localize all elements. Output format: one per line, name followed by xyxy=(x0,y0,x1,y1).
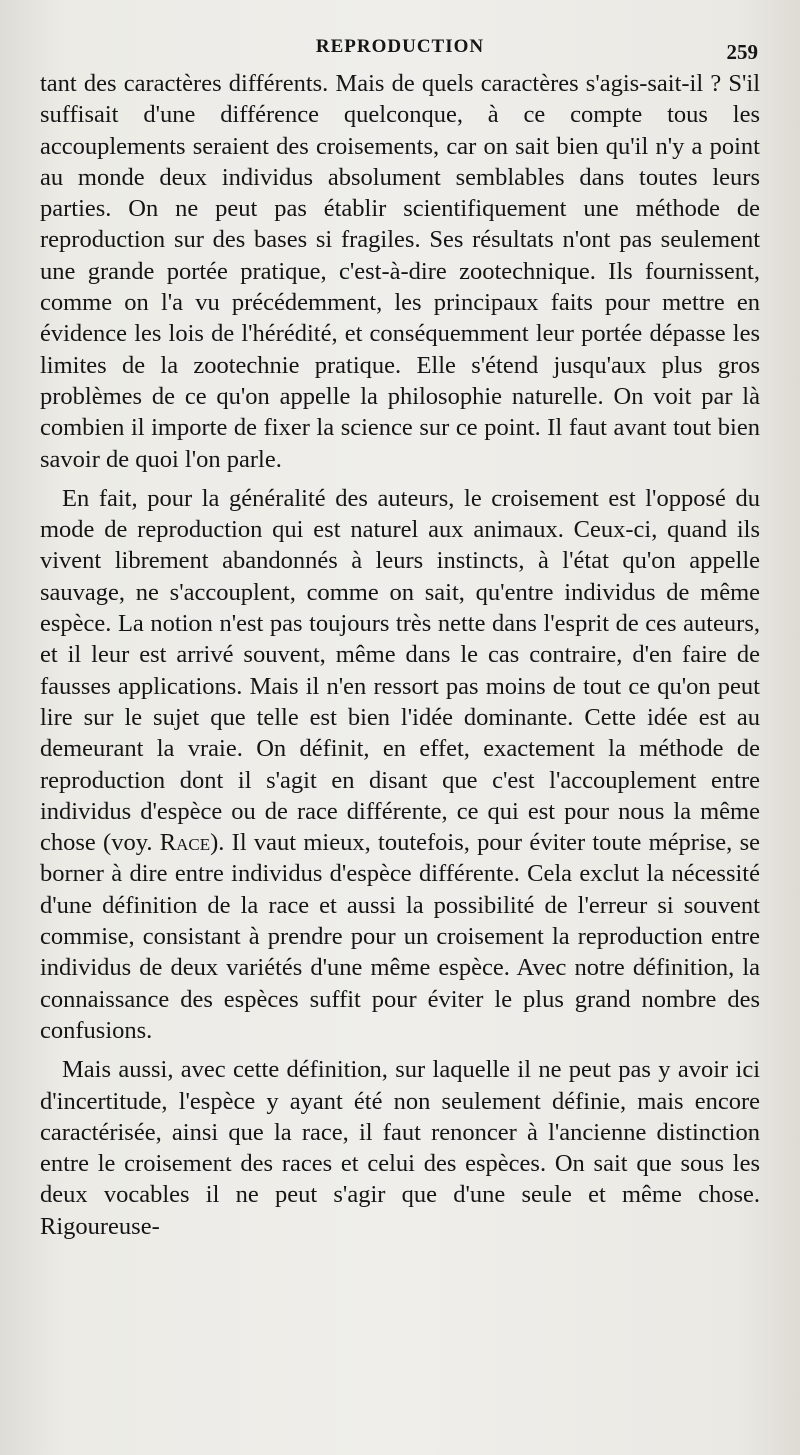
paragraph-3: Mais aussi, avec cette définition, sur laquelle il ne peut pas y avoir ici d'incertitude, l'espèce y ayant été non seulement définie, mais encore caractérisée, ainsi que la race, il faut renoncer à l'ancienne distinction entre le croisement des races et celui des espèces. On sait que sous les deux vocables il ne peut s'agir que d'une seule et même chose. Rigoureuse- xyxy=(40,1056,760,1240)
body-text xyxy=(40,68,760,1242)
page-number: 259 xyxy=(726,40,758,64)
race-cross-reference: Race xyxy=(159,829,211,857)
running-head xyxy=(40,32,760,68)
paragraph-2-text-a: En fait, pour la généralité des auteurs, le croisement est l'opposé du mode de reproduction qui est naturel aux animaux. Ceux-ci, quand ils vivent librement abandonnés à leurs instincts, à l'état qu'on appelle sauvage, ne s'accouplent, comme on sait, qu'entre individus de même espèce. La notion n'est pas toujours très nette dans l'esprit de ces auteurs, et il leur est arrivé souvent, même dans le cas contraire, d'en faire de fausses applications. Mais il n'en ressort pas moins de tout ce qu'on peut lire sur le sujet que telle est bien l'idée dominante. Cette idée est au demeurant la vraie. On définit, en effet, exactement la méthode de reproduction dont il s'agit en disant que c'est l'accouplement entre individus d'espèce ou de race différente, ce qui est pour nous la même chose (voy. xyxy=(40,484,760,857)
paragraph-2 xyxy=(40,483,760,1046)
paragraph-1: tant des caractères différents. Mais de quels caractères s'agis-sait-il ? S'il suffisait d'une différence quelconque, à ce compte tous les accouplements seraient des croisements, car on sait bien qu'il n'y a point au monde deux individus absolument semblables dans toutes leurs parties. On ne peut pas établir scientifiquement une méthode de reproduction sur des bases si fragiles. Ses résultats n'ont pas seulement une grande portée pratique, c'est-à-dire zootechnique. Ils fournissent, comme on l'a vu précédemment, les principaux faits pour mettre en évidence les lois de l'hérédité, et conséquemment leur portée dépasse les limites de la zootechnie pratique. Elle s'étend jusqu'aux plus gros problèmes de ce qu'on appelle la philosophie naturelle. On voit par là combien il importe de fixer la science sur ce point. Il faut avant tout bien savoir de quoi l'on parle. xyxy=(40,70,760,473)
running-title: REPRODUCTION xyxy=(315,36,485,57)
paragraph-2-text-b: ). Il vaut mieux, toutefois, pour éviter toute méprise, se borner à dire entre individus d'espèce différente. Cela exclut la nécessité d'une définition de la race et aussi la possibilité de l'erreur si souvent commise, consistant à prendre pour un croisement la reproduction entre individus de deux variétés d'une même espèce. Avec notre définition, la connaissance des espèces suffit pour éviter le plus grand nombre des confusions. xyxy=(40,829,760,1044)
